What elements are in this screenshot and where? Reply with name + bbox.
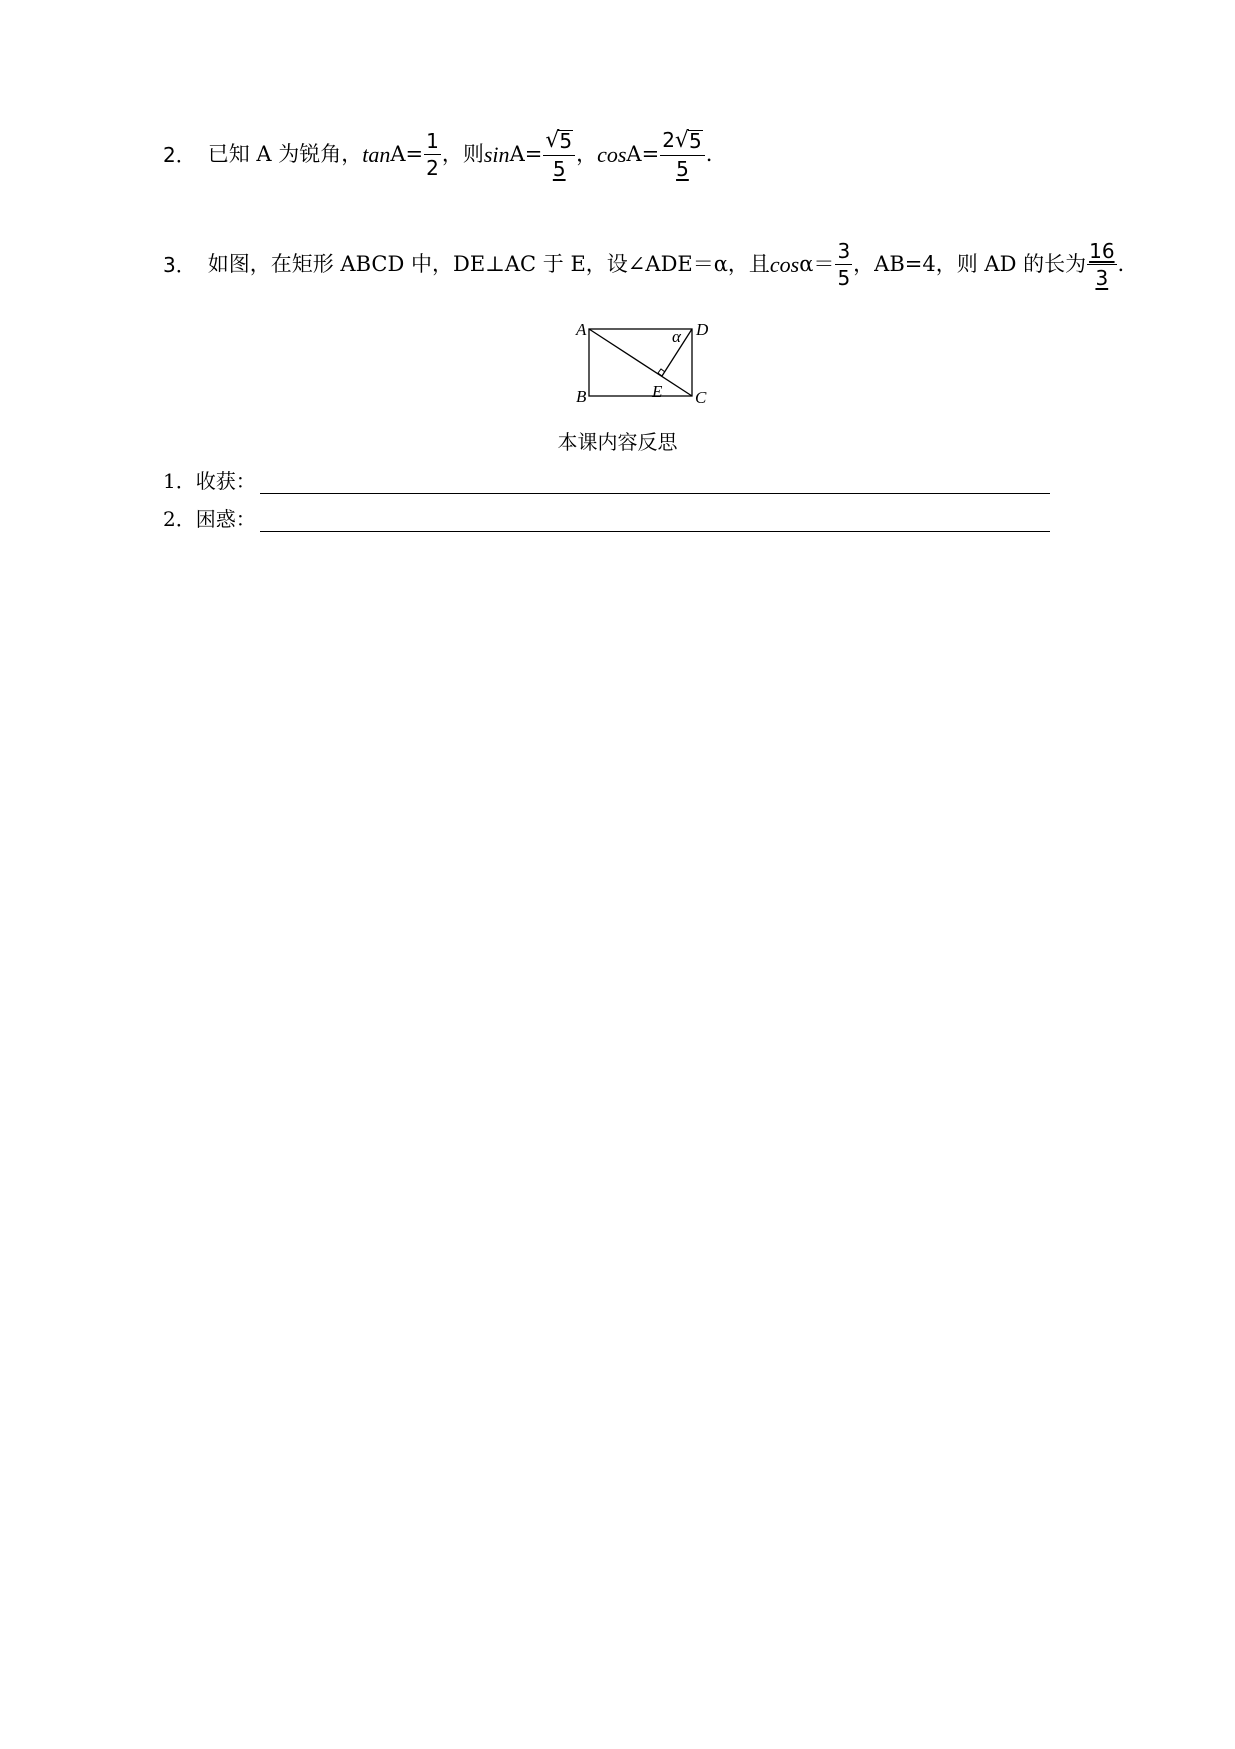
equals-text: A= <box>626 142 660 166</box>
cos-answer-fraction <box>660 130 705 179</box>
label-c: C <box>695 388 707 407</box>
fraction-denominator: 5 <box>676 157 689 181</box>
tan-symbol: tan <box>362 141 391 167</box>
tan-fraction <box>424 131 441 178</box>
reflection-title: 本课内容反思 <box>557 430 678 454</box>
reflection-label: 2．困惑： <box>163 507 256 531</box>
fraction-denominator: 5 <box>837 266 851 290</box>
sqrt-symbol: √ 5 <box>674 128 702 153</box>
radicand: 5 <box>559 129 573 153</box>
fraction-denominator: 2 <box>426 156 439 180</box>
fraction-numerator: 16 <box>1089 239 1115 263</box>
sqrt-symbol: √ 5 <box>545 128 573 153</box>
rectangle-abcd-figure <box>570 318 720 408</box>
question-text: ， <box>576 142 598 166</box>
equals-text: A= <box>509 142 543 166</box>
fraction-numerator <box>660 130 705 155</box>
question-text: ，则 <box>441 142 484 166</box>
question-3 <box>163 241 1124 288</box>
answer-fraction <box>1087 241 1116 288</box>
fraction-numerator: 1 <box>426 129 439 153</box>
fraction-numerator <box>543 130 575 155</box>
cos-symbol: cos <box>769 251 800 277</box>
question-text: . <box>1117 252 1125 276</box>
coefficient: 2 <box>662 128 675 152</box>
equals-text: A= <box>390 142 424 166</box>
cos-alpha-fraction <box>835 241 852 288</box>
sin-symbol: sin <box>483 141 510 167</box>
cos-symbol: cos <box>597 141 627 167</box>
question-text: . <box>705 142 713 166</box>
label-b: B <box>576 387 587 406</box>
alpha-equals-text: α＝ <box>799 252 835 276</box>
question-text: 已知 A 为锐角， <box>207 142 363 166</box>
label-e: E <box>652 382 663 401</box>
question-number: 3． <box>163 252 196 277</box>
label-a: A <box>576 320 587 339</box>
fraction-denominator: 5 <box>552 157 566 181</box>
question-text: ，AB=4，则 AD 的长为 <box>853 252 1087 276</box>
label-alpha: α <box>672 327 681 346</box>
reflection-item-doubts <box>163 503 1050 532</box>
reflection-item-gains <box>163 465 1050 494</box>
label-d: D <box>696 320 709 339</box>
answer-blank-line[interactable] <box>260 509 1050 532</box>
question-2 <box>163 130 712 179</box>
sin-answer-fraction <box>543 130 575 179</box>
question-number: 2． <box>163 142 196 167</box>
radicand: 5 <box>688 129 702 153</box>
answer-blank-line[interactable] <box>260 471 1050 494</box>
question-text: 如图，在矩形 ABCD 中，DE⊥AC 于 E，设∠ADE＝α，且 <box>207 252 770 276</box>
fraction-numerator: 3 <box>837 239 851 263</box>
reflection-label: 1．收获： <box>163 469 256 493</box>
fraction-denominator: 3 <box>1095 266 1109 290</box>
